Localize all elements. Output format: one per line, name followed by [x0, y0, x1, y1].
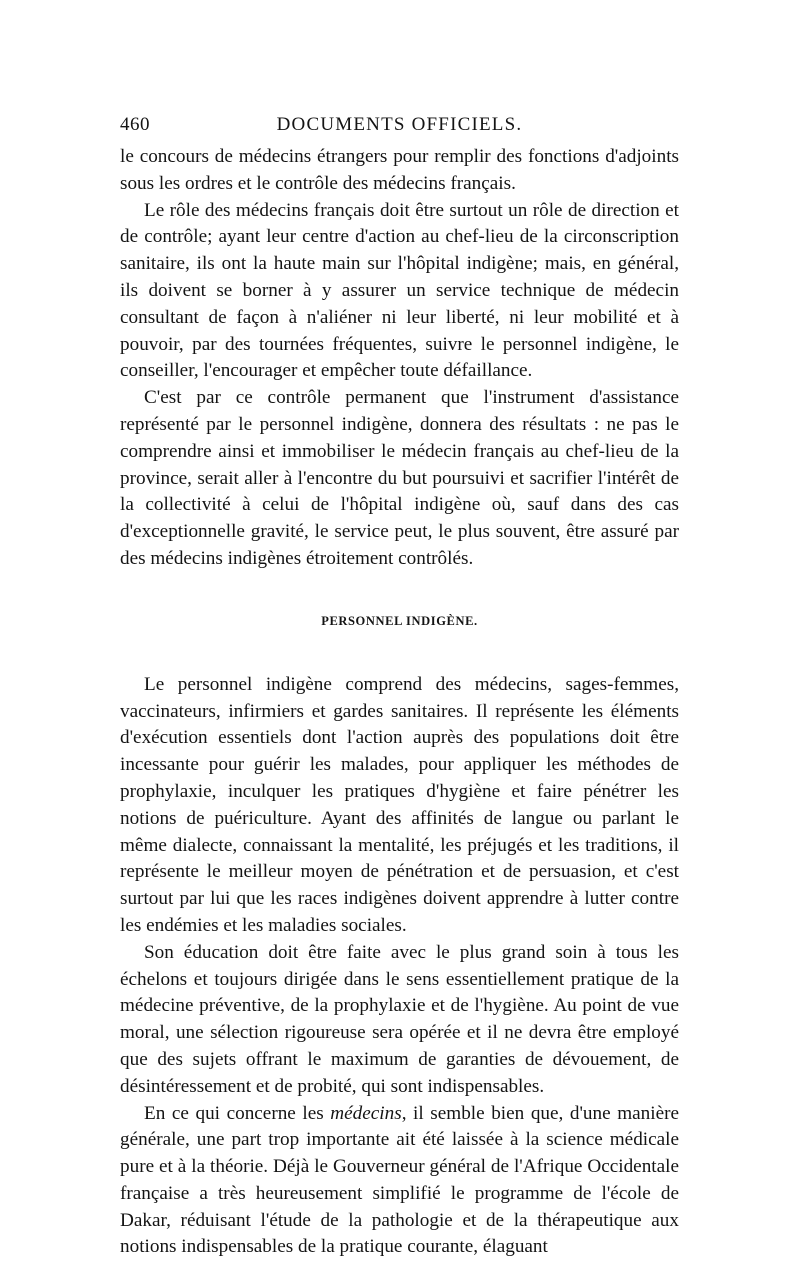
running-header — [120, 114, 679, 144]
paragraph-composition-personnel: Le personnel indigène comprend des médecins, sages-femmes, vaccinateurs, infirmiers et gardes sanitaires. Il représente les éléments d'exécution essentiels dont l'action auprès des populations doit être incessante pour guérir les malades, pour appliquer les méthodes de prophylaxie, inculquer les pratiques d'hygiène et faire pénétrer les notions de puériculture. Ayant des affinités de langue ou parlant le même dialecte, connaissant la mentalité, les préjugés et les traditions, il représente le meilleur moyen de pénétration et de persuasion, et c'est surtout par lui que les races indigènes doivent apprendre à lutter contre les endémies et les maladies sociales. — [120, 672, 679, 940]
section-direction-controle — [120, 144, 679, 573]
section-heading: PERSONNEL INDIGÈNE. — [120, 614, 679, 629]
text-after-emphasis: , il semble bien que, d'une manière générale, une part trop importante ait été laissée à la science médicale pure et à la théorie. Déjà le Gouverneur général de l'Afrique Occidentale française a très heureusement simplifié le programme de l'école de Dakar, réduisant l'étude de la pathologie et de la thérapeutique aux notions indispensables de la pratique courante, élaguant — [120, 1103, 679, 1258]
emphasized-word: médecins — [330, 1103, 401, 1124]
paragraph-medecins — [120, 1101, 679, 1261]
paragraph-role-medecins-francais: Le rôle des médecins français doit être surtout un rôle de direction et de contrôle; ayant leur centre d'action au chef-lieu de la circonscription sanitaire, ils ont la haute main sur l'hôpital indigène; mais, en général, ils doivent se borner à y assurer un service technique de médecin consultant de façon à n'aliéner ni leur liberté, ni leur mobilité et à pouvoir, par des tournées fréquentes, suivre le personnel indigène, le conseiller, l'encourager et empêcher toute défaillance. — [120, 198, 679, 386]
paragraph-education: Son éducation doit être faite avec le plus grand soin à tous les échelons et toujours dirigée dans le sens essentiellement pratique de la médecine préventive, de la prophylaxie et de l'hygiène. Au point de vue moral, une sélection rigoureuse sera opérée et il ne devra être employé que des sujets offrant le maximum de garanties de dévouement, de désintéressement et de probité, qui sont indispensables. — [120, 940, 679, 1101]
book-page — [120, 114, 679, 1261]
page-number: 460 — [120, 114, 150, 136]
running-title: DOCUMENTS OFFICIELS. — [120, 114, 679, 136]
section-personnel-indigene — [120, 672, 679, 1261]
text-before-emphasis: En ce qui concerne les — [144, 1103, 330, 1124]
paragraph-controle-permanent: C'est par ce contrôle permanent que l'instrument d'assistance représenté par le personnel indigène, donnera des résultats : ne pas le comprendre ainsi et immobiliser le médecin français au chef-lieu de la province, serait aller à l'encontre du but poursuivi et sacrifier l'intérêt de la collectivité à celui de l'hôpital indigène où, sauf dans des cas d'exceptionnelle gravité, le service peut, le plus souvent, être assuré par des médecins indigènes étroitement contrôlés. — [120, 385, 679, 573]
paragraph-continuation: le concours de médecins étrangers pour remplir des fonctions d'adjoints sous les ordres et le contrôle des médecins français. — [120, 144, 679, 198]
